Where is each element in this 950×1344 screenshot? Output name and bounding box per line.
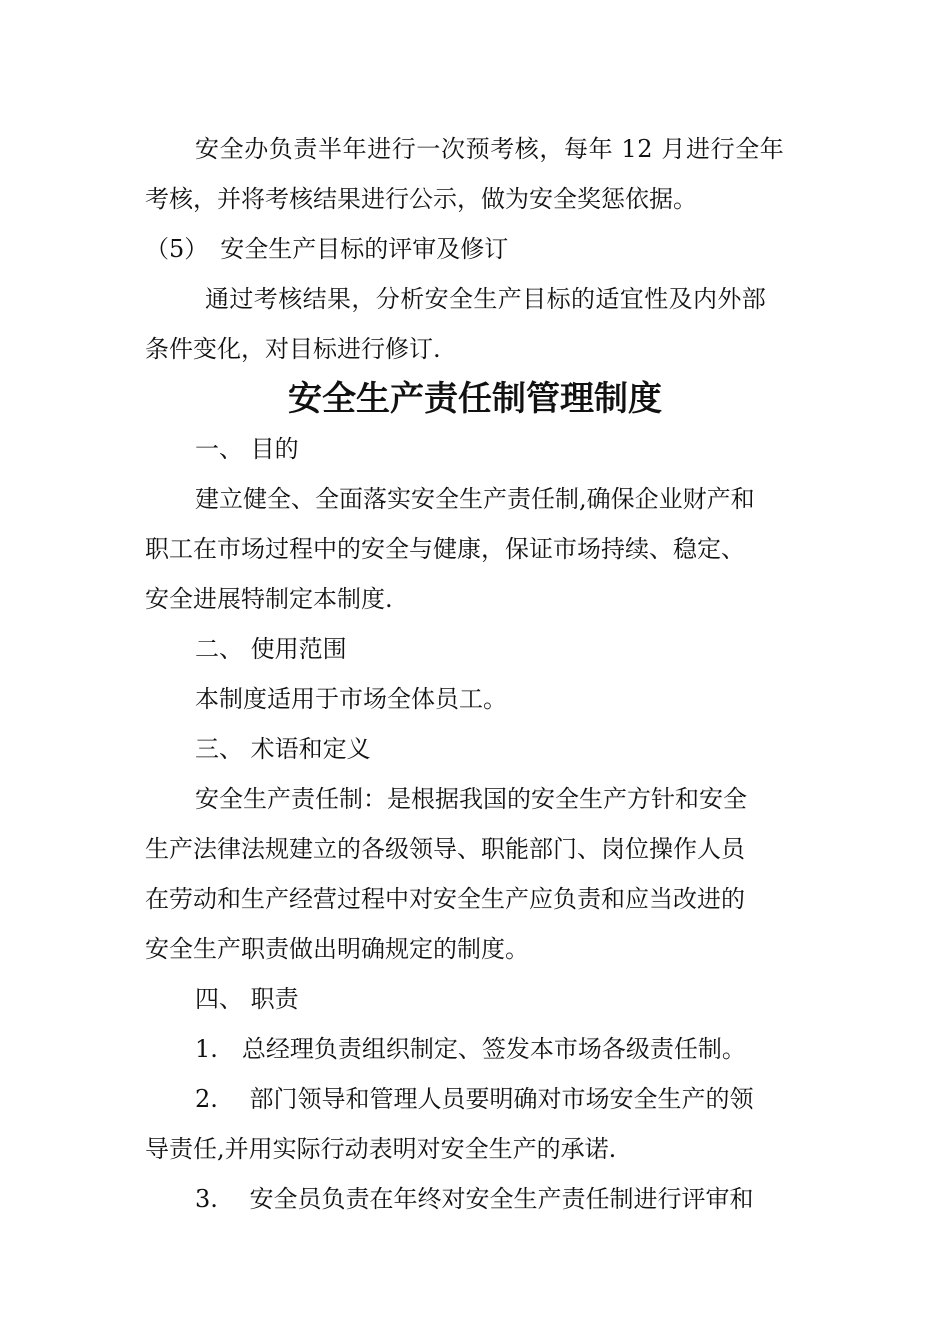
paragraph-line: 建立健全、全面落实安全生产责任制,确保企业财产和 [195,485,755,513]
list-item: 3. 安全员负责在年终对安全生产责任制进行评审和 [195,1185,754,1213]
paragraph-line: 导责任,并用实际行动表明对安全生产的承诺. [145,1135,617,1163]
section-heading: 三、 术语和定义 [195,735,371,763]
paragraph-line: 本制度适用于市场全体员工。 [195,685,507,713]
paragraph-line: 安全生产职责做出明确规定的制度。 [145,935,529,963]
paragraph-line: 安全进展特制定本制度. [145,585,393,613]
paragraph-line: 条件变化，对目标进行修订. [145,335,441,363]
paragraph-line: 通过考核结果，分析安全生产目标的适宜性及内外部 [205,285,767,313]
section-heading: 四、 职责 [195,985,299,1013]
paragraph-line: 安全办负责半年进行一次预考核，每年 12 月进行全年 [195,135,785,163]
section-heading: 二、 使用范围 [195,635,347,663]
paragraph-line: 生产法律法规建立的各级领导、职能部门、岗位操作人员 [145,835,745,863]
section-heading: （5） 安全生产目标的评审及修订 [145,235,509,263]
paragraph-line: 安全生产责任制：是根据我国的安全生产方针和安全 [195,785,747,813]
list-item: 1. 总经理负责组织制定、签发本市场各级责任制。 [195,1035,746,1063]
section-heading: 一、 目的 [195,435,299,463]
document-title: 安全生产责任制管理制度 [288,379,662,419]
paragraph-line: 在劳动和生产经营过程中对安全生产应负责和应当改进的 [145,885,745,913]
paragraph-line: 考核，并将考核结果进行公示，做为安全奖惩依据。 [145,185,697,213]
paragraph-line: 职工在市场过程中的安全与健康，保证市场持续、稳定、 [145,535,745,563]
list-item: 2. 部门领导和管理人员要明确对市场安全生产的领 [195,1085,754,1113]
